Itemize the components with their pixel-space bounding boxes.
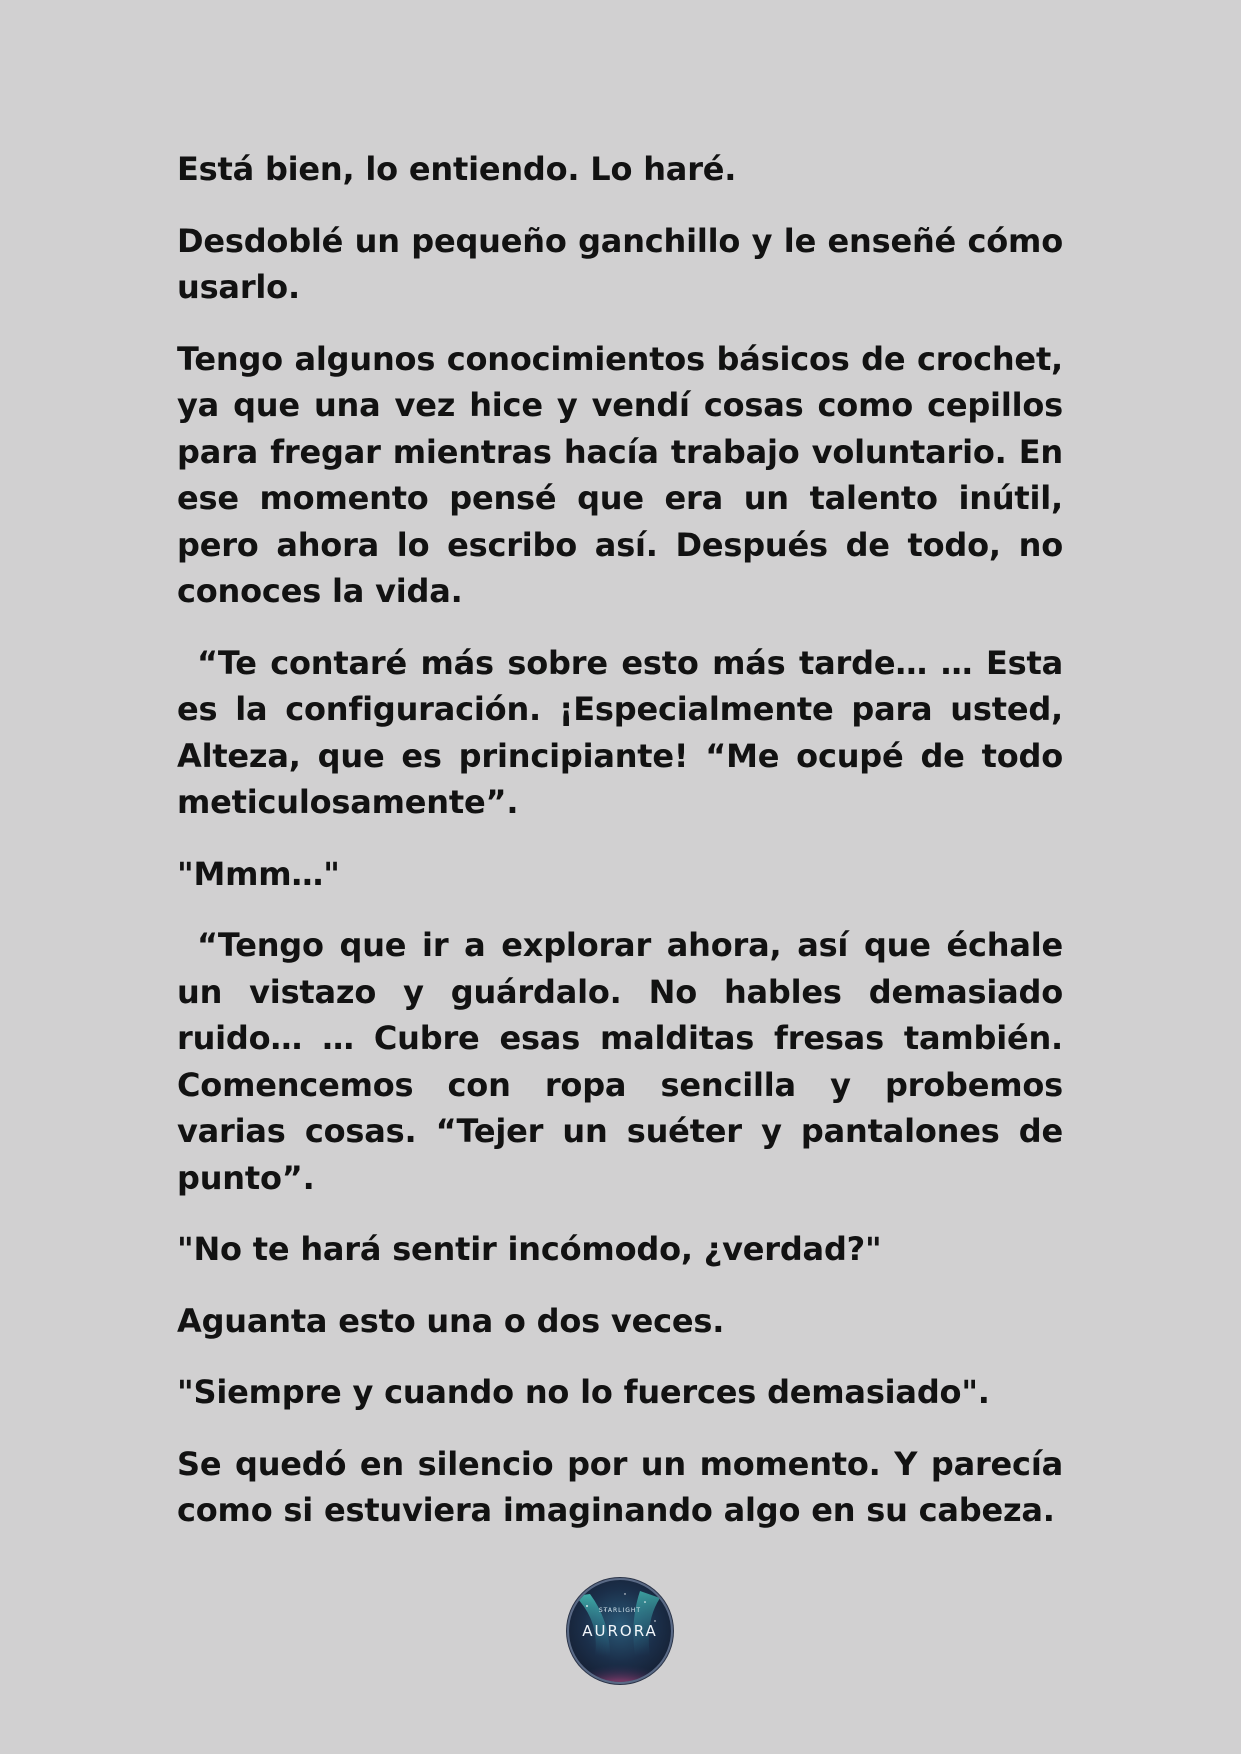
paragraph: Se quedó en silencio por un momento. Y parecía como si estuviera imaginando algo en su cabeza. [177,1444,1063,1529]
paragraph: "Mmm…" [177,854,340,893]
paragraph: Tengo algunos conocimientos básicos de crochet, ya que una vez hice y vendí cosas como cepillos para fregar mientras hacía trabajo voluntario. En ese momento pensé que era un talento inútil, pero ahora lo escribo así. Después de todo, no conoces la vida. [177,339,1063,610]
logo-text: AURORA [582,1622,658,1640]
aurora-logo-icon [565,1576,675,1686]
paragraph: Está bien, lo entiendo. Lo haré. [177,150,737,188]
paragraph: "Siempre y cuando no lo fuerces demasiado". [177,1373,990,1411]
paragraph: "No te hará sentir incómodo, ¿verdad?" [177,1230,882,1268]
body-text [177,146,1063,1559]
paragraph: Aguanta esto una o dos veces. [177,1301,725,1340]
logo-subtext: STARLIGHT [598,1607,642,1614]
paragraph: “Tengo que ir a explorar ahora, así que échale un vistazo y guárdalo. No hables demasiado ruido… … Cubre esas malditas fresas también. Comencemos con ropa sencilla y probemos varias cosas. “Tejer un suéter y pantalones de punto”. [177,926,1063,1197]
paragraph: Desdoblé un pequeño ganchillo y le enseñé cómo usarlo. [177,221,1063,306]
paragraph: “Te contaré más sobre esto más tarde… … Esta es la configuración. ¡Especialmente para usted, Alteza, que es principiante! “Me ocupé de todo meticulosamente”. [177,643,1063,821]
